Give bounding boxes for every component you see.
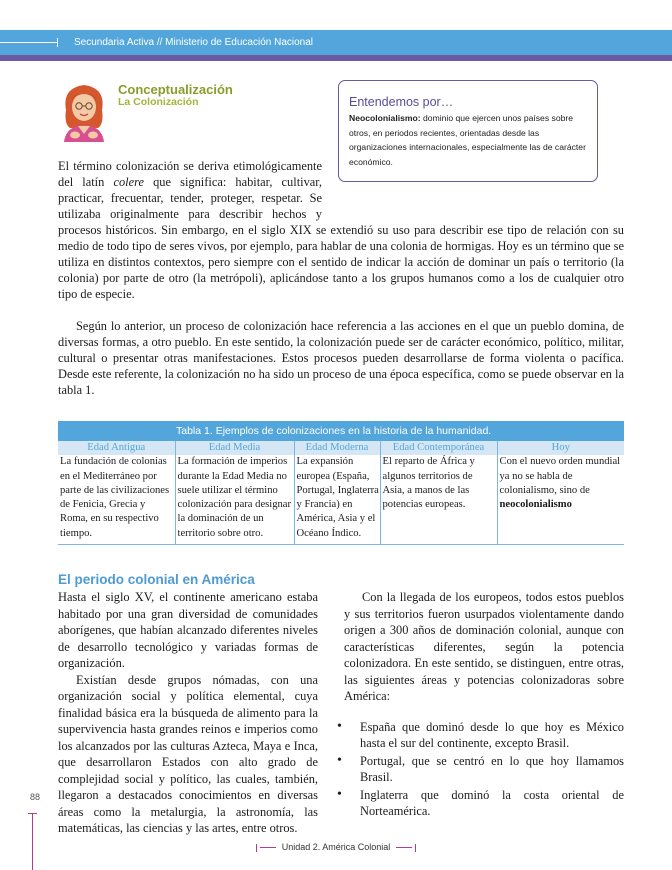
definition-term: Neocolonialismo:: [349, 113, 421, 123]
footer-rule: [396, 847, 412, 848]
footer-rule: [260, 847, 276, 848]
latin-term: colere: [113, 175, 144, 189]
table-header: Edad Moderna: [294, 441, 380, 455]
colonial-powers-list: [344, 719, 624, 820]
footer-tick: [415, 844, 416, 852]
intro-text-a: El término colonización se deriva etimológicamente del latín: [58, 159, 322, 189]
colonization-table: [58, 421, 624, 545]
table-cell-text: Con el nuevo orden mundial ya no se habla de colonialismo, sino de: [499, 456, 621, 496]
america-paragraph-3: Con la llegada de los europeos, todos estos pueblos y sus territorios fueron usurpados violentamente dando origen a 300 años de dominación colonial, aunque con características diferentes, según la potencia colonizadora. En este sentido, se distinguen, entre otras, las siguientes áreas y potencias colonizadoras sobre América:: [344, 590, 624, 703]
footer-unit: Unidad 2.: [281, 842, 321, 852]
footer: [0, 842, 672, 852]
america-paragraph-2: Existían desde grupos nómadas, con una organización social y política elemental, cuya finalidad básica era la búsqueda de alimento para la supervivencia hasta grandes reinos e imperios como los alcanzados por las culturas Azteca, Maya e Inca, que desarrollaron Estados con alto grado de complejidad social y político, las cuales, también, llegaron a destacados conocimientos en diversas áreas como la metalurgia, la astronomía, las matemáticas, las ciencias y las artes, entre otros.: [58, 672, 318, 835]
footer-unit-title: América Colonial: [322, 842, 391, 852]
table-cell: La expansión europea (España, Portugal, Inglaterra y Francia) en América, Asia y el Océano Índico.: [294, 455, 380, 544]
table-header-row: [58, 441, 624, 455]
intro-text-b: que significa: habitar, cultivar, practicar, frecuentar, tender, proteger, respetar. Se utilizaba originalmente para describir hechos y procesos históricos. Sin embargo, en el siglo XIX se extendió su uso para describir ese tipo de relación con su medio de todo tipo de seres vivos, por ejemplo, para hablar de una colonia de hormigas. Hoy es un término que se utiliza en distintos contextos, pero siempre con el sentido de indicar la acción de dominar un país o territorio (la colonia) por parte de otro (la metrópoli), aplicándose tanto a los grupos humanos como a los de cualquier otro tipo de especie.: [58, 175, 624, 301]
header-rule: [0, 42, 58, 43]
section-title: Conceptualización: [118, 82, 233, 97]
list-item: • España que dominó desde lo que hoy es México hasta el sur del continente, excepto Brasil.: [344, 719, 624, 752]
header-series-label: Secundaria Activa // Ministerio de Educación Nacional: [74, 37, 314, 48]
table-caption: Tabla 1. Ejemplos de colonizaciones en la historia de la humanidad.: [58, 421, 624, 441]
list-item: • Inglaterra que dominó la costa oriental de Norteamérica.: [344, 787, 624, 820]
section-subtitle: La Colonización: [118, 96, 199, 108]
list-item: • Portugal, que se centró en lo que hoy llamamos Brasil.: [344, 753, 624, 786]
table-header: Edad Contemporánea: [380, 441, 497, 455]
america-heading: El periodo colonial en América: [58, 572, 255, 587]
teacher-avatar-icon: [58, 80, 110, 142]
table-row: [58, 455, 624, 544]
table-header: Hoy: [497, 441, 624, 455]
table-header: Edad Media: [175, 441, 294, 455]
table-cell: La fundación de colonias en el Mediterráneo por parte de las civilizaciones de Fenicia, Grecia y Roma, en su respectivo tiempo.: [58, 455, 175, 544]
left-column: [58, 589, 318, 837]
right-column: [344, 589, 624, 821]
footer-tick: [256, 844, 257, 852]
definition-body: dominio que ejercen unos países sobre otros, en periodos recientes, orientadas desde las organizaciones internacionales, especialmente las de carácter económico.: [349, 113, 586, 168]
table-cell: [497, 455, 624, 544]
intro-paragraph: [58, 158, 624, 302]
header-rule-tick: [57, 38, 58, 47]
second-paragraph: Según lo anterior, un proceso de colonización hace referencia a las acciones en el que un pueblo domina, de diversas formas, a otro pueblo. En este sentido, la colonización puede ser de carácter económico, político, militar, cultural o presentar otras manifestaciones. Estos procesos pueden desarrollarse de forma violenta o pacífica. Desde este referente, la colonización no ha sido un proceso de una época específica, como se puede observar en la tabla 1.: [58, 319, 624, 397]
page-number: 88: [30, 792, 41, 802]
box-spacer: [322, 158, 624, 208]
header-accent-bar: [0, 55, 672, 61]
table-header: Edad Antigua: [58, 441, 175, 455]
neocolonialismo-term: neocolonialismo: [499, 499, 572, 511]
america-paragraph-1: Hasta el siglo XV, el continente americano estaba habitado por una gran diversidad de comunidades aborígenes, que habían alcanzado diferentes niveles de desarrollo tecnológico y variadas formas de organización.: [58, 590, 318, 670]
definition-box-title: Entendemos por…: [349, 95, 454, 109]
table-cell: La formación de imperios durante la Edad Media no suele utilizar el término colonización para designar la dominación de un territorio sobre otro.: [175, 455, 294, 544]
table-cell: El reparto de África y algunos territorios de Asia, a manos de las potencias europeas.: [380, 455, 497, 544]
